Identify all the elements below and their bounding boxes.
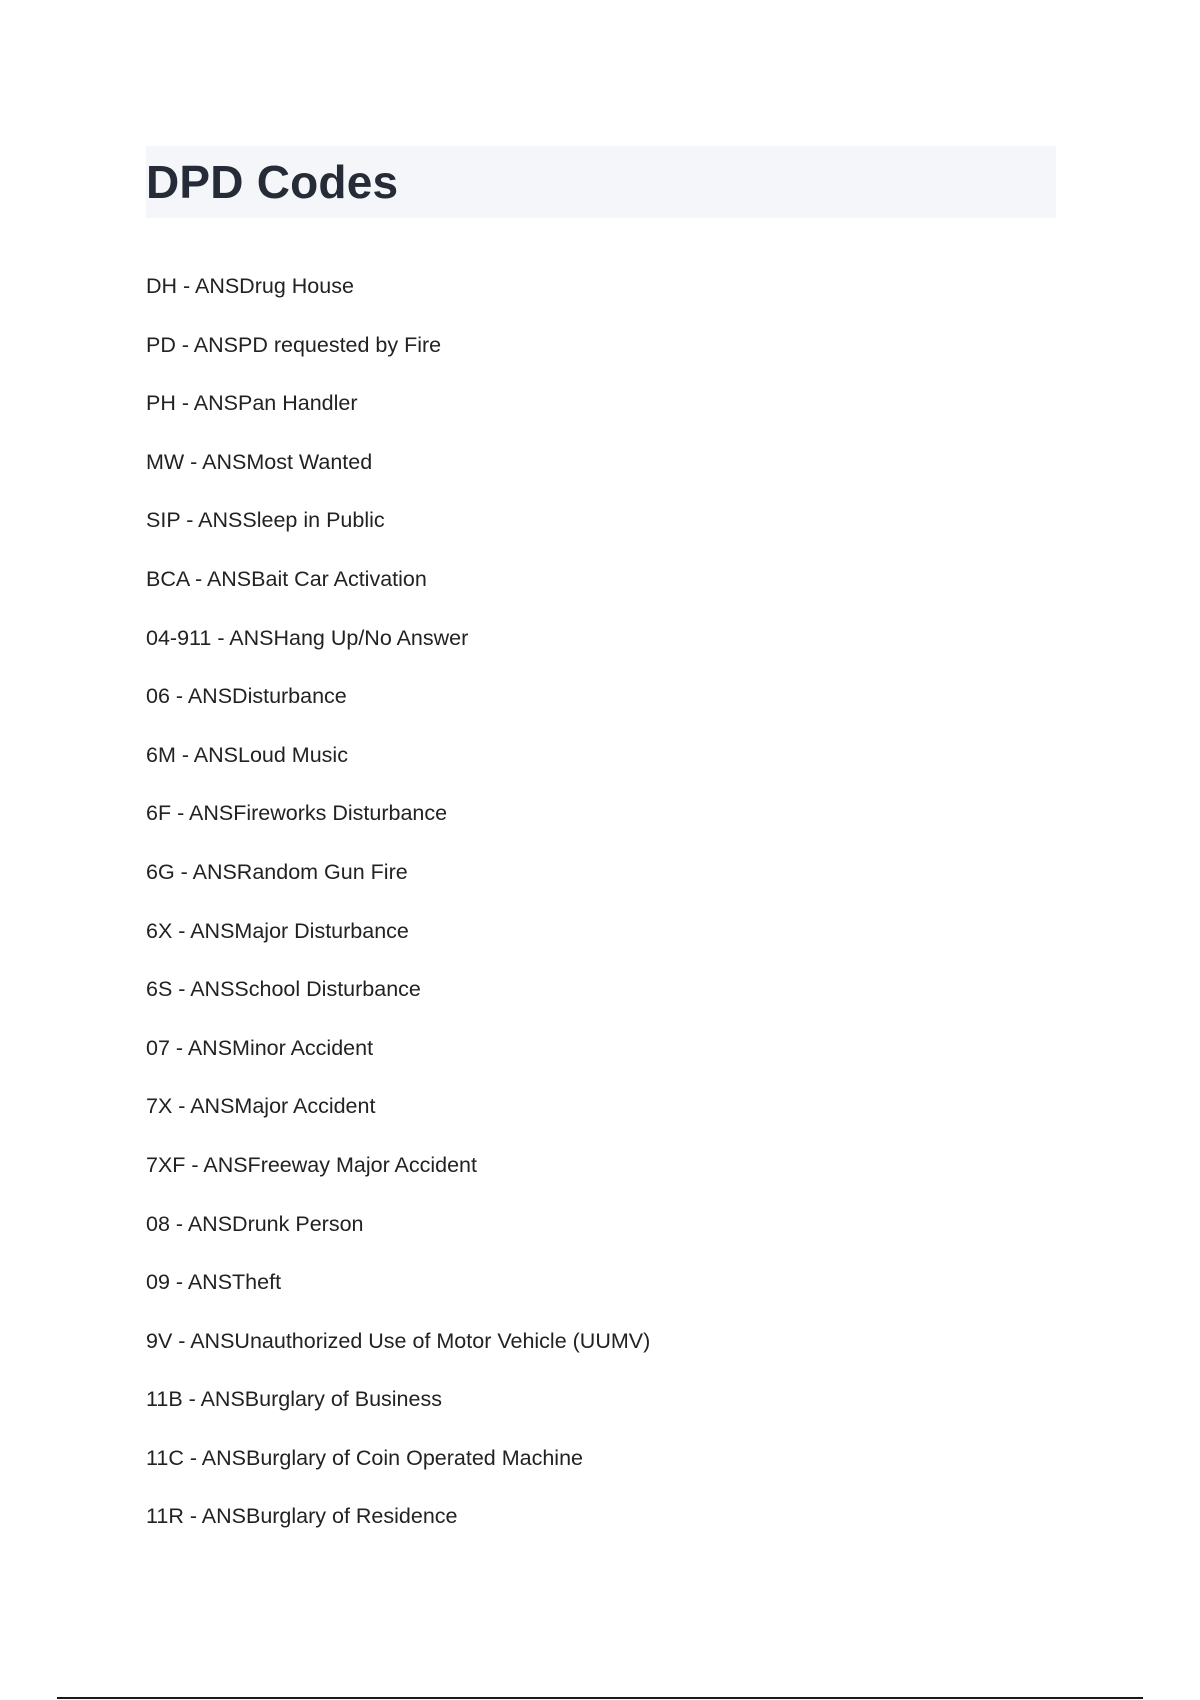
list-item: 09 - ANSTheft bbox=[146, 1270, 282, 1295]
list-item: 04-911 - ANSHang Up/No Answer bbox=[146, 625, 469, 650]
list-item: 06 - ANSDisturbance bbox=[146, 684, 347, 709]
list-item: 6G - ANSRandom Gun Fire bbox=[146, 859, 408, 884]
list-item: 9V - ANSUnauthorized Use of Motor Vehicle (UUMV) bbox=[146, 1328, 651, 1353]
list-item: DH - ANSDrug House bbox=[146, 274, 354, 298]
list-item: 7XF - ANSFreeway Major Accident bbox=[146, 1152, 477, 1177]
list-item: 6S - ANSSchool Disturbance bbox=[146, 977, 421, 1002]
list-item: 07 - ANSMinor Accident bbox=[146, 1035, 374, 1060]
list-item: 6M - ANSLoud Music bbox=[146, 742, 348, 767]
list-item: 6F - ANSFireworks Disturbance bbox=[146, 801, 448, 826]
list-item: 11R - ANSBurglary of Residence bbox=[146, 1504, 458, 1529]
list-item: PD - ANSPD requested by Fire bbox=[146, 332, 442, 357]
page-title: DPD Codes bbox=[146, 156, 399, 208]
list-item: PH - ANSPan Handler bbox=[146, 391, 358, 416]
list-item: MW - ANSMost Wanted bbox=[146, 449, 373, 474]
list-item: SIP - ANSSleep in Public bbox=[146, 508, 385, 533]
list-item: 11B - ANSBurglary of Business bbox=[146, 1387, 442, 1412]
code-list bbox=[146, 268, 650, 1557]
list-item: 08 - ANSDrunk Person bbox=[146, 1211, 364, 1236]
list-item: 7X - ANSMajor Accident bbox=[146, 1094, 376, 1119]
list-item: BCA - ANSBait Car Activation bbox=[146, 566, 427, 591]
list-item: 11C - ANSBurglary of Coin Operated Machine bbox=[146, 1445, 583, 1470]
list-item: 6X - ANSMajor Disturbance bbox=[146, 918, 409, 943]
footer-divider bbox=[57, 1697, 1143, 1699]
